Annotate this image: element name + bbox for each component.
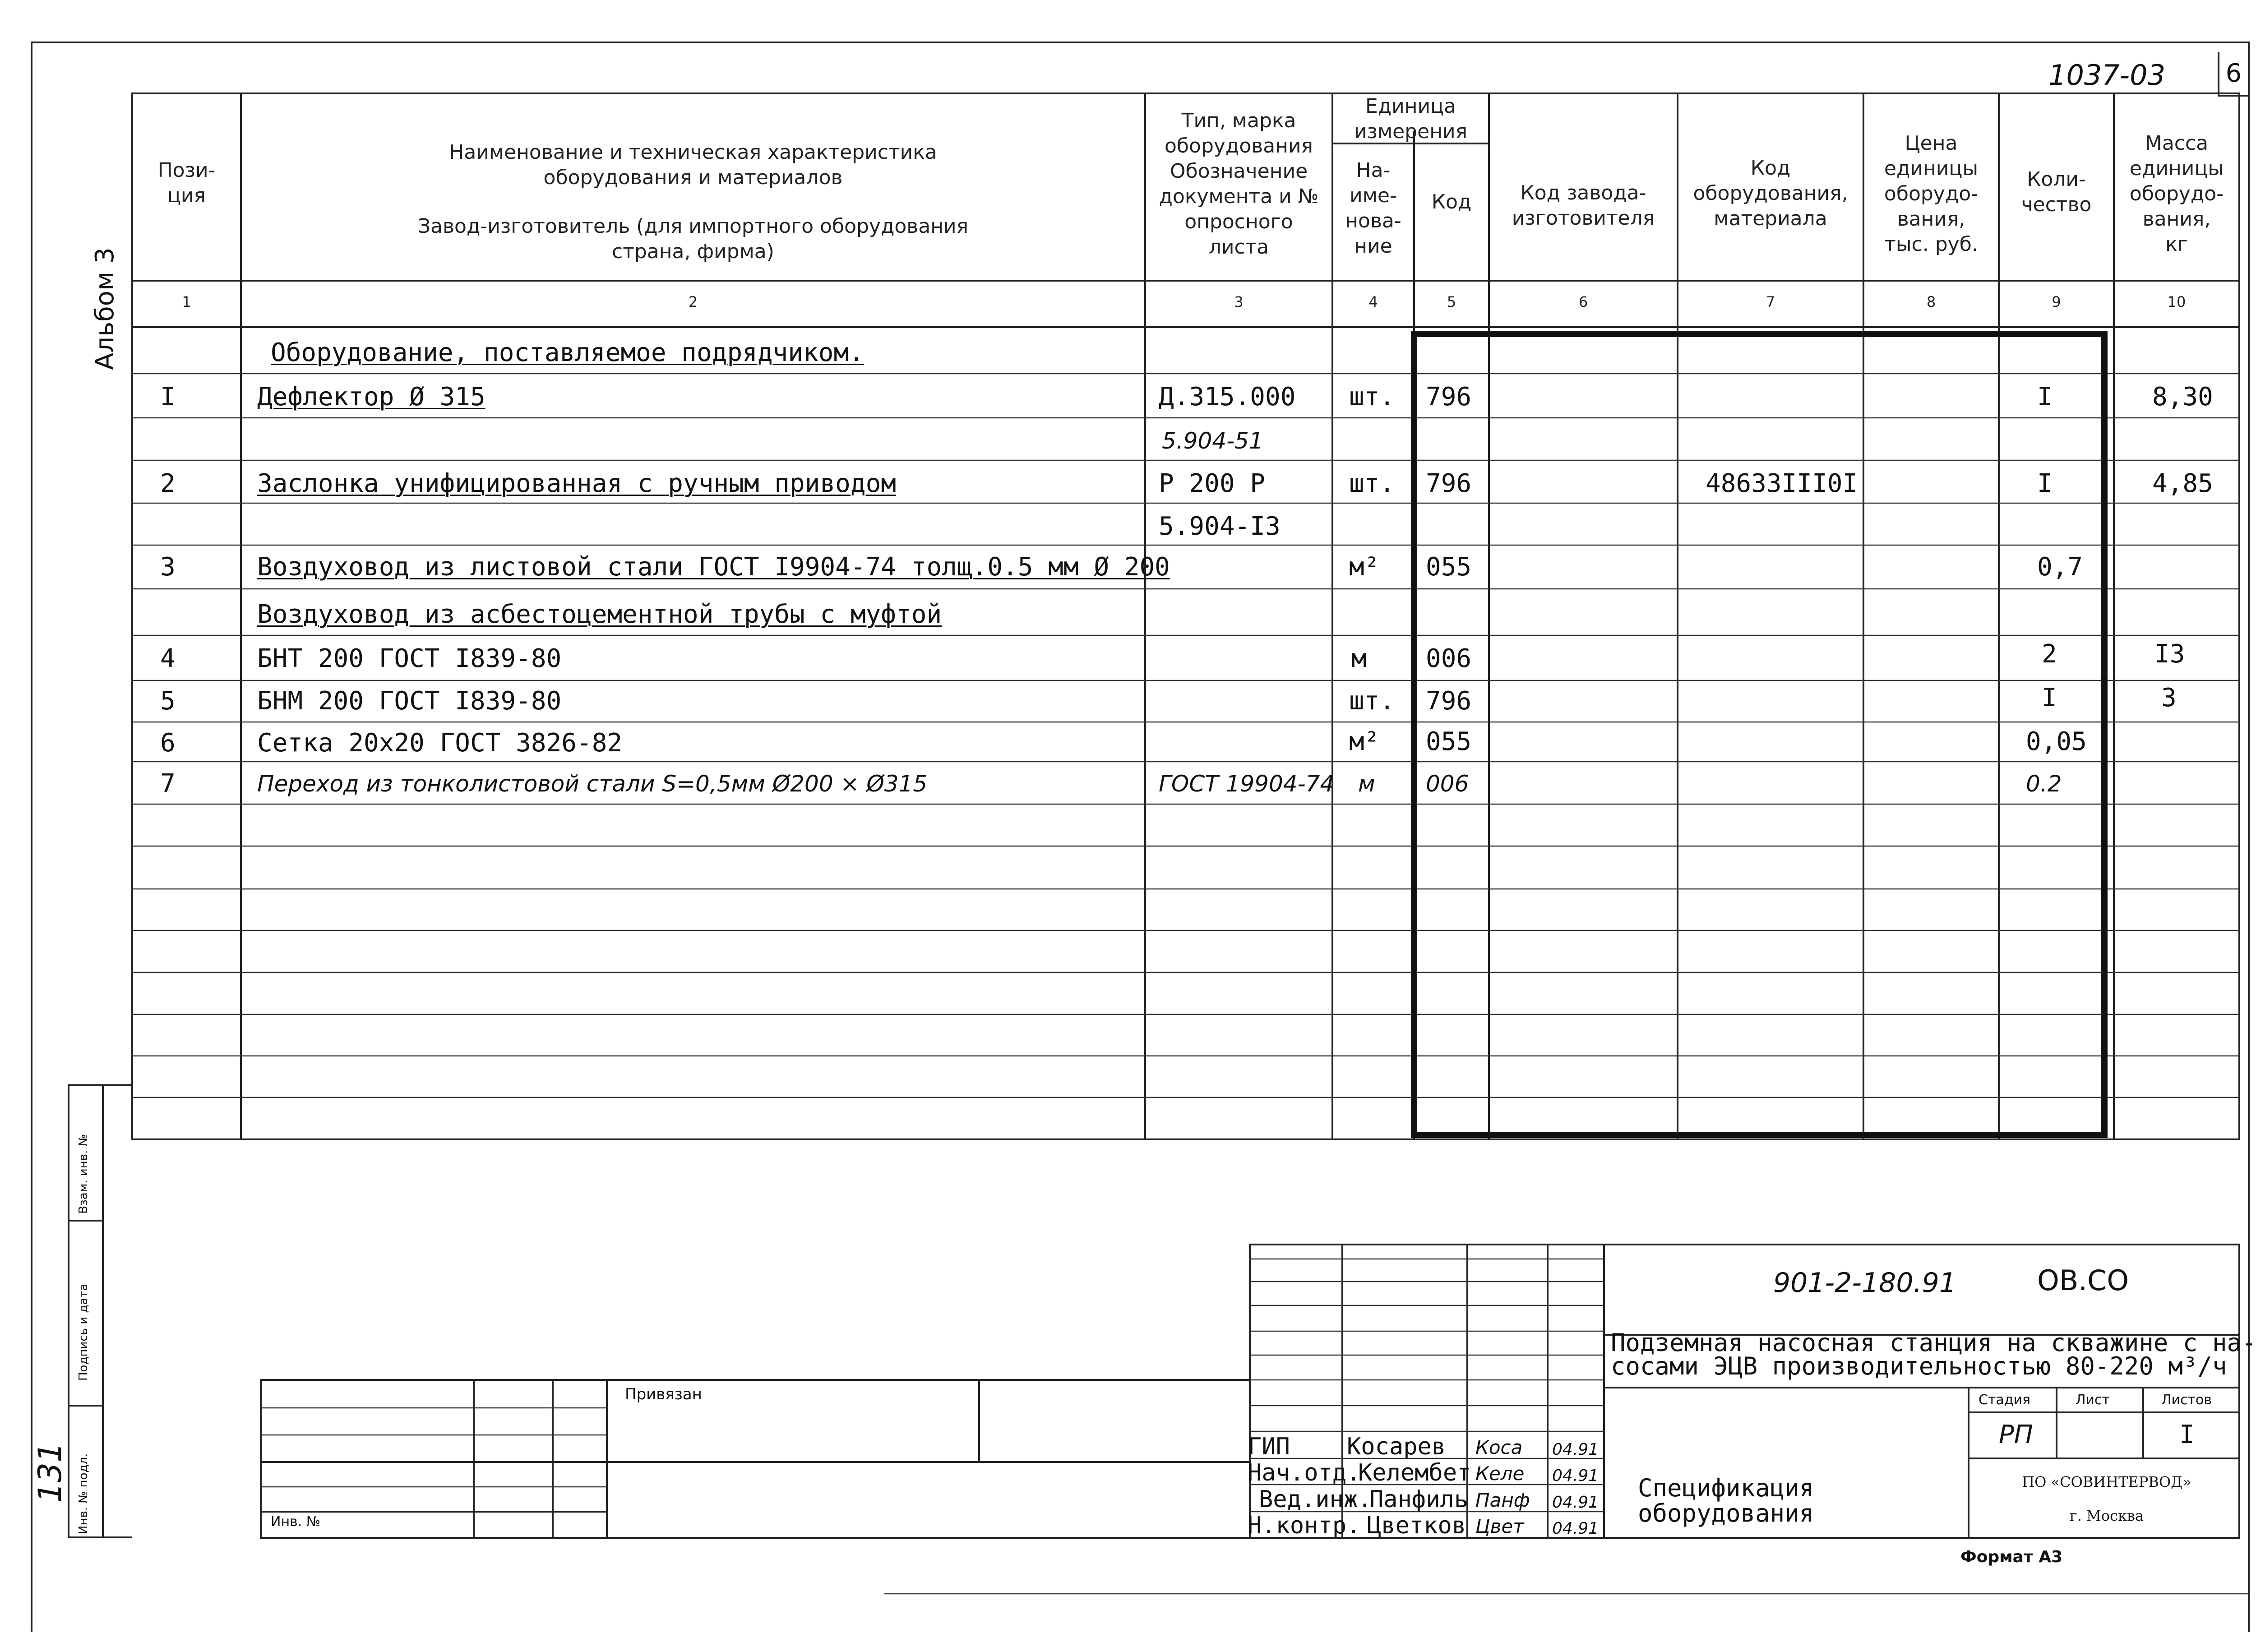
header-price: Цена единицы оборудо- вания, тыс. руб. [1884,132,1979,256]
header-unit-code: Код [1431,190,1472,213]
stamp-label-inventory: Инв. № подл. [77,1453,90,1534]
attached-label: Привязан [625,1385,702,1403]
row-4-name: БНТ 200 ГОСТ I839-80 [257,644,562,673]
header-type: Тип, марка оборудования Обозначение документа и № опросного листа [1159,109,1319,259]
row-2-mass: 4,85 [2152,469,2213,498]
staff-role-3: Вед.инж. [1259,1486,1372,1513]
row-5-unit: шт. [1349,686,1395,716]
row-6-name: Сетка 20х20 ГОСТ 3826-82 [257,728,623,758]
row-2-type: Р 200 Р [1159,469,1266,498]
row-6-unit: м² [1349,727,1380,756]
header-factory: Завод-изготовитель (для импортного оборудования страна, фирма) [417,215,969,263]
row-1-unit: шт. [1349,382,1395,412]
row-7-position: 7 [160,769,176,798]
staff-name-1: Косарев [1347,1433,1446,1460]
col-number-10: 10 [2167,293,2186,310]
staff-sign-3: Панф [1475,1489,1530,1511]
row-4-mass: I3 [2154,639,2185,669]
row-3-name: Воздуховод из листовой стали ГОСТ I9904-74 толщ.0.5 мм Ø 200 [257,552,1170,582]
city: г. Москва [2069,1507,2144,1524]
row-1-type-doc: 5.904-51 [1162,428,1263,454]
col-number-9: 9 [2052,293,2061,310]
header-position: Пози- ция [157,159,216,207]
doc-code: 901-2-180.91 [1773,1267,1956,1299]
col-number-8: 8 [1926,293,1936,310]
staff-sign-1: Коса [1475,1436,1523,1458]
doc-mark: ОВ.СО [2037,1264,2129,1297]
staff-sign-2: Келе [1475,1462,1525,1485]
stamp-label-replace: Взам. инв. № [77,1134,90,1214]
sheets-value: I [2179,1420,2195,1449]
project-title: Подземная насосная станция на скважине с на- сосами ЭЦВ производительностью 80-220 м³/ч [1611,1328,2256,1380]
col-number-5: 5 [1447,293,1456,310]
section-title: Оборудование, поставляемое подрядчиком. [271,338,864,367]
row-1-code: 796 [1426,382,1472,412]
row-2-equipment-code: 48633III0I [1706,469,1858,498]
row-7-name: Переход из тонколистовой стали S=0,5мм Ø200 × Ø315 [257,771,928,797]
row-4-code: 006 [1426,644,1472,673]
row-7-unit: м [1358,771,1375,797]
staff-sign-4: Цвет [1475,1515,1524,1537]
row-3-unit: м² [1349,552,1380,582]
header-unit-name: На- име- нова- ние [1345,159,1401,258]
album-label: Альбом 3 [90,247,120,370]
staff-name-2: Келембет [1358,1459,1471,1486]
sheet-label: Лист [2076,1392,2110,1408]
row-2-type-doc: 5.904-I3 [1159,512,1281,541]
sheet-number: 6 [2218,52,2248,97]
row-3-code: 055 [1426,552,1472,582]
format-label: Формат А3 [1960,1548,2063,1566]
row-5-name: БНМ 200 ГОСТ I839-80 [257,686,562,716]
header-unit-group: Единица измерения [1354,95,1468,143]
row-1-quantity: I [2037,382,2053,412]
row-3-quantity: 0,7 [2037,552,2083,582]
row-2-code: 796 [1426,469,1472,498]
header-name: Наименование и техническая характеристика оборудования и материалов [449,141,937,189]
row-2-quantity: I [2037,469,2053,498]
row-7-quantity: 0.2 [2026,771,2062,797]
row-4-quantity: 2 [2042,639,2057,669]
row-2-name: Заслонка унифицированная с ручным приводом [257,469,897,498]
stage-label: Стадия [1979,1392,2031,1408]
staff-name-3: Панфиль [1369,1486,1469,1513]
col-number-2: 2 [688,293,698,310]
staff-role-1: ГИП [1248,1433,1290,1460]
staff-date-1: 04.91 [1552,1440,1599,1459]
corner-code: 1037-03 [2048,59,2166,92]
staff-date-4: 04.91 [1552,1519,1599,1538]
col-number-1: 1 [182,293,191,310]
doc-title: Спецификация оборудования [1638,1474,1814,1527]
staff-date-2: 04.91 [1552,1467,1599,1485]
sheets-label: Листов [2161,1392,2212,1408]
row-1-type: Д.315.000 [1159,382,1296,412]
organization: ПО «СОВИНТЕРВОД» [2022,1473,2191,1490]
row-1-name: Дефлектор Ø 315 [257,382,485,412]
col-number-6: 6 [1578,293,1588,310]
row-5-code: 796 [1426,686,1472,716]
row-6-code: 055 [1426,727,1472,756]
side-number: 131 [32,1442,69,1503]
inventory-label: Инв. № [271,1514,321,1530]
row-1-position: I [160,382,176,412]
header-quantity: Коли- чество [2021,168,2092,216]
col-number-3: 3 [1234,293,1244,310]
row-4-unit: м [1351,644,1367,673]
row-5-mass: 3 [2161,683,2177,713]
header-equipment-code: Код оборудования, материала [1693,157,1848,230]
row-6-position: 6 [160,728,176,758]
row-4-position: 4 [160,644,176,673]
row-1-mass: 8,30 [2152,382,2213,412]
header-factory-code: Код завода- изготовителя [1512,181,1655,230]
col-number-4: 4 [1368,293,1378,310]
stage-value: РП [1999,1420,2033,1449]
staff-date-3: 04.91 [1552,1493,1599,1512]
row-7-type: ГОСТ 19904-74 [1159,771,1335,797]
row-2-unit: шт. [1349,469,1395,498]
row-2-position: 2 [160,469,176,498]
row-4-group-title: Воздуховод из асбестоцементной трубы с муфтой [257,600,942,629]
stamp-label-signature: Подпись и дата [77,1283,90,1381]
header-mass: Масса единицы оборудо- вания, кг [2129,132,2224,256]
row-7-code: 006 [1426,771,1469,797]
col-number-7: 7 [1766,293,1775,310]
row-5-quantity: I [2042,683,2057,713]
row-6-quantity: 0,05 [2026,727,2087,756]
row-3-position: 3 [160,552,176,582]
staff-name-4: Цветков [1367,1512,1466,1539]
staff-role-2: Нач.отд. [1248,1459,1361,1486]
row-5-position: 5 [160,686,176,716]
staff-role-4: Н.контр. [1248,1512,1361,1539]
